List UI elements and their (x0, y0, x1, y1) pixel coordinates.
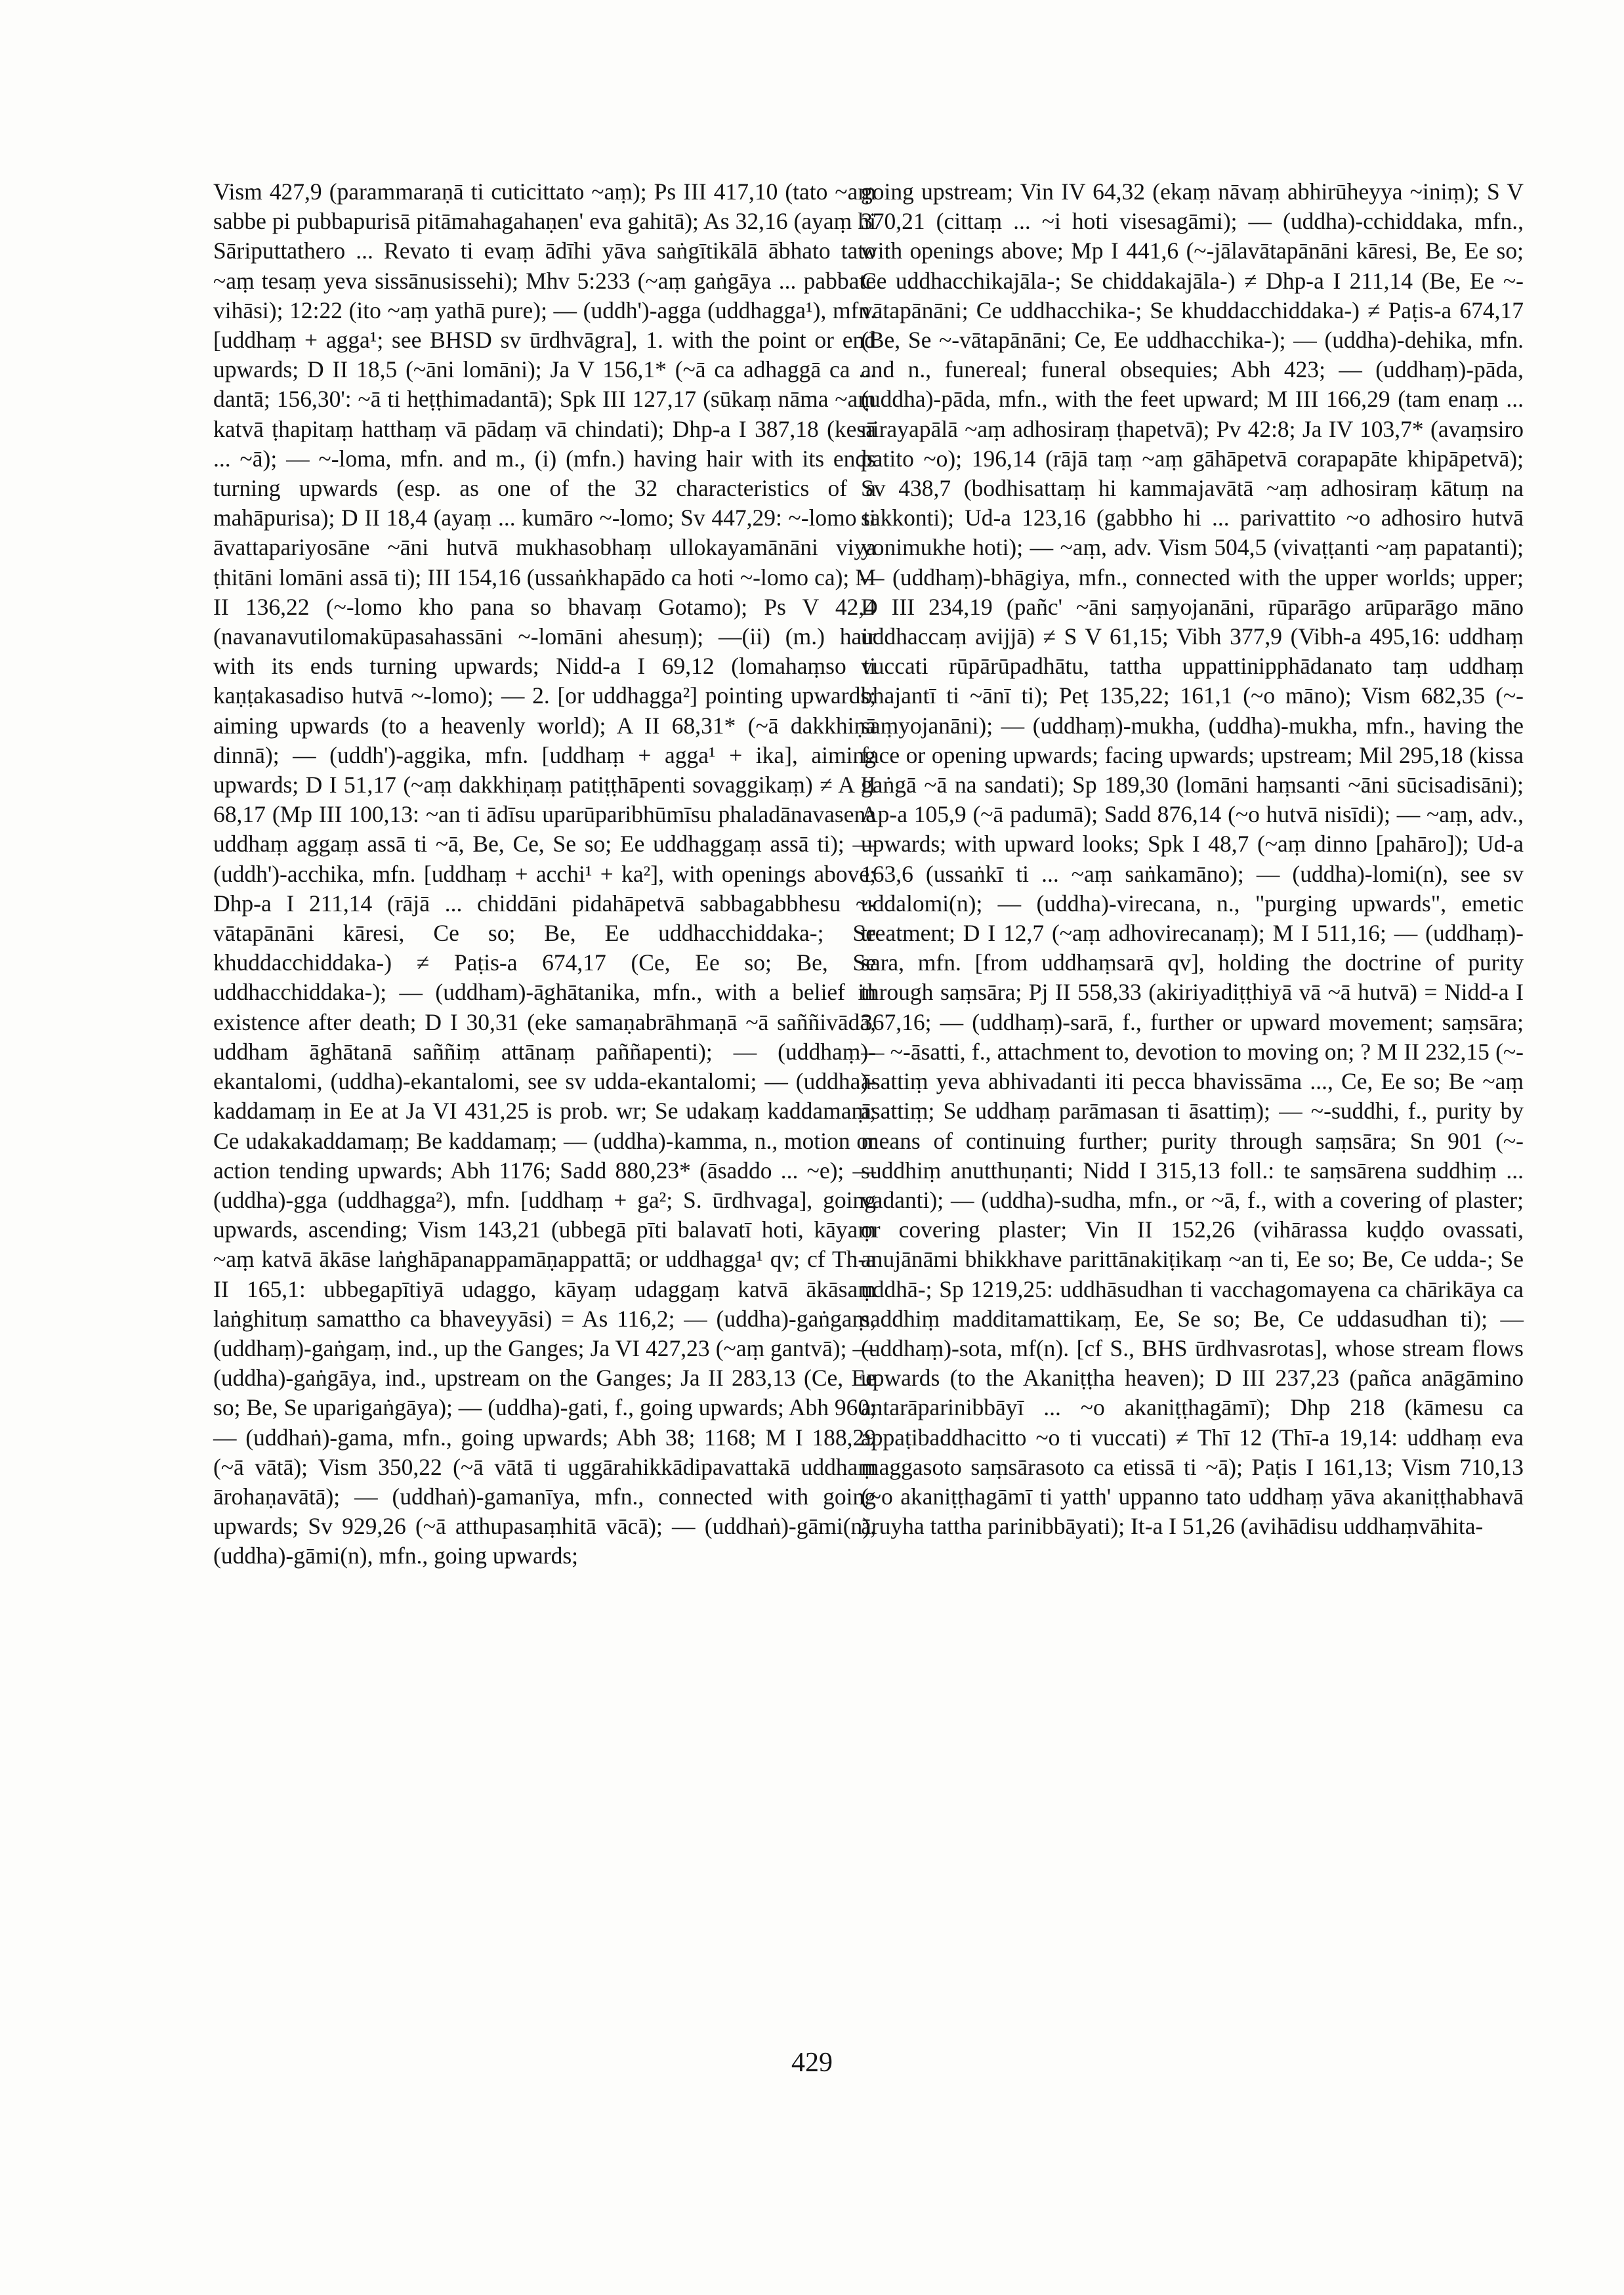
left-column-text: Vism 427,9 (parammaraṇā ti cuticittato ~aṃ); Ps III 417,10 (tato ~aṃ sabbe pi pubbapurisā pitāmahagahaṇen' eva gahitā); As 32,16 (ayaṃ hi Sāriputtathero ... Revato ti evaṃ ādīhi yāva saṅgītikālā ābhato tato ~aṃ tesaṃ yeva sissānusissehi); Mhv 5:233 (~aṃ gaṅgāya ... pabbate vihāsi); 12:22 (ito ~aṃ yathā pure); — (uddh')-agga (uddhagga¹), mfn. [uddhaṃ + agga¹; see BHSD sv ūrdhvāgra], 1. with the point or end upwards; D II 18,5 (~āni lomāni); Ja V 156,1* (~ā ca adhaggā ca ... dantā; 156,30': ~ā ti heṭṭhimadantā); Spk III 127,17 (sūkaṃ nāma ~aṃ katvā ṭhapitaṃ hatthaṃ vā pādaṃ vā chindati); Dhp-a I 387,18 (kesā ... ~ā); — ~-loma, mfn. and m., (i) (mfn.) having hair with its ends turning upwards (esp. as one of the 32 characteristics of a mahāpurisa); D II 18,4 (ayaṃ ... kumāro ~-lomo; Sv 447,29: ~-lomo ti āvattapariyosāne ~āni hutvā mukhasobhaṃ ullokayamānāni viya ṭhitāni lomāni assā ti); III 154,16 (ussaṅkhapādo ca hoti ~-lomo ca); M II 136,22 (~-lomo kho pana so bhavaṃ Gotamo); Ps V 42,4 (navanavutilomakūpasahassāni ~-lomāni ahesuṃ); —(ii) (m.) hair with its ends turning upwards; Nidd-a I 69,12 (lomahaṃso ti kaṇṭakasadiso hutvā ~-lomo); — 2. [or uddhagga²] pointing upwards; aiming upwards (to a heavenly world); A II 68,31* (~ā dakkhiṇā dinnā); — (uddh')-aggika, mfn. [uddhaṃ + agga¹ + ika], aiming upwards; D I 51,17 (~aṃ dakkhiṇaṃ patiṭṭhāpenti sovaggikaṃ) ≠ A II 68,17 (Mp III 100,13: ~an ti ādīsu uparūparibhūmīsu phaladānavasena uddhaṃ aggaṃ assā ti ~ā, Be, Ce, Se so; Ee uddhaggaṃ assā ti); — (uddh')-acchika, mfn. [uddhaṃ + acchi¹ + ka²], with openings above; Dhp-a I 211,14 (rājā ... chiddāni pidahāpetvā sabbagabbhesu ~-vātapānāni kāresi, Ce so; Be, Ee uddhacchiddaka-; Se khuddacchiddaka-) ≠ Paṭis-a 674,17 (Ce, Ee so; Be, Se uddhacchiddaka-); — (uddham)-āghātanika, mfn., with a belief in existence after death; D I 30,31 (eke samaṇabrāhmaṇā ~ā saññivādā, uddham āghātanā saññiṃ attānaṃ paññapenti); — (uddhaṃ)-ekantalomi, (uddha)-ekantalomi, see sv udda-ekantalomi; — (uddha)-kaddamaṃ in Ee at Ja VI 431,25 is prob. wr; Se udakaṃ kaddamaṃ; Ce udakakaddamaṃ; Be kaddamaṃ; — (uddha)-kamma, n., motion or action tending upwards; Abh 1176; Sadd 880,23* (āsaddo ... ~e); — (uddha)-gga (uddhagga²), mfn. [uddhaṃ + ga²; S. ūrdhvaga], going upwards, ascending; Vism 143,21 (ubbegā pīti balavatī hoti, kāyaṃ ~aṃ katvā ākāse laṅghāpanappamāṇappattā; or uddhagga¹ qv; cf Th-a II 165,1: ubbegapītiyā udaggo, kāyaṃ udaggaṃ katvā ākāsaṃ laṅghituṃ samattho ca bhaveyyāsi) = As 116,2; — (uddha)-gaṅgaṃ, (uddhaṃ)-gaṅgaṃ, ind., up the Ganges; Ja VI 427,23 (~aṃ gantvā); — (uddha)-gaṅgāya, ind., upstream on the Ganges; Ja II 283,13 (Ce, Ee so; Be, Se uparigaṅgāya); — (uddha)-gati, f., going upwards; Abh 960; — (uddhaṅ)-gama, mfn., going upwards; Abh 38; 1168; M I 188,29 (~ā vātā); Vism 350,22 (~ā vātā ti uggārahikkādipavattakā uddhaṃ ārohaṇavātā); — (uddhaṅ)-gamanīya, mfn., connected with going upwards; Sv 929,26 (~ā atthupasaṃhitā vācā); — (uddhaṅ)-gāmi(n), (uddha)-gāmi(n), mfn., going upwards; (213, 178, 876, 1569)
page-number: 429 (791, 2048, 833, 2078)
left-column (213, 177, 876, 2093)
right-column-text: going upstream; Vin IV 64,32 (ekaṃ nāvaṃ abhirūheyya ~iniṃ); S V 370,21 (cittaṃ ... ~i hoti visesagāmi); — (uddha)-cchiddaka, mfn., with openings above; Mp I 441,6 (~-jālavātapānāni kāresi, Be, Ee so; Ce uddhacchikajāla-; Se chiddakajāla-) ≠ Dhp-a I 211,14 (Be, Ee ~-vātapānāni; Ce uddhacchika-; Se khuddacchiddaka-) ≠ Paṭis-a 674,17 (Be, Se ~-vātapānāni; Ce, Ee uddhacchika-); — (uddha)-dehika, mfn. and n., funereal; funeral obsequies; Abh 423; — (uddhaṃ)-pāda, (uddha)-pāda, mfn., with the feet upward; M III 166,29 (tam enaṃ ... nirayapālā ~aṃ adhosiraṃ ṭhapetvā); Pv 42:8; Ja IV 103,7* (avaṃsiro patito ~o); 196,14 (rājā taṃ ~aṃ gāhāpetvā corapapāte khipāpetvā); Sv 438,7 (bodhisattaṃ hi kammajavātā ~aṃ adhosiraṃ kātuṃ na sakkonti); Ud-a 123,16 (gabbho hi ... parivattito ~o adhosiro hutvā yonimukhe hoti); — ~aṃ, adv. Vism 504,5 (vivaṭṭanti ~aṃ papatanti); — (uddhaṃ)-bhāgiya, mfn., connected with the upper worlds; upper; D III 234,19 (pañc' ~āni saṃyojanāni, rūparāgo arūparāgo māno uddhaccaṃ avijjā) ≠ S V 61,15; Vibh 377,9 (Vibh-a 495,16: uddhaṃ vuccati rūpārūpadhātu, tattha uppattinipphādanato taṃ uddhaṃ bhajantī ti ~ānī ti); Peṭ 135,22; 161,1 (~o māno); Vism 682,35 (~-saṃyojanāni); — (uddhaṃ)-mukha, (uddha)-mukha, mfn., having the face or opening upwards; facing upwards; upstream; Mil 295,18 (kissa gaṅgā ~ā na sandati); Sp 189,30 (lomāni haṃsanti ~āni sūcisadisāni); Ap-a 105,9 (~ā padumā); Sadd 876,14 (~o hutvā nisīdi); — ~aṃ, adv., upwards; with upward looks; Spk I 48,7 (~aṃ dinno [pahāro]); Ud-a 163,6 (ussaṅkī ti ... ~aṃ saṅkamāno); — (uddha)-lomi(n), see sv uddalomi(n); — (uddha)-virecana, n., "purging upwards", emetic treatment; D I 12,7 (~aṃ adhovirecanaṃ); M I 511,16; — (uddhaṃ)-sara, mfn. [from uddhaṃsarā qv], holding the doctrine of purity through saṃsāra; Pj II 558,33 (akiriyadiṭṭhiyā vā ~ā hutvā) = Nidd-a I 367,16; — (uddhaṃ)-sarā, f., further or upward movement; saṃsāra; — ~-āsatti, f., attachment to, devotion to moving on; ? M II 232,15 (~-āsattiṃ yeva abhivadanti iti pecca bhavissāma ..., Ce, Ee so; Be ~aṃ āsattiṃ; Se uddhaṃ parāmasan ti āsattiṃ); — ~-suddhi, f., purity by means of continuing further; purity through saṃsāra; Sn 901 (~-suddhiṃ anutthuṇanti; Nidd I 315,13 foll.: te saṃsārena suddhiṃ ... vadanti); — (uddha)-sudha, mfn., or ~ā, f., with a covering of plaster; or covering plaster; Vin II 152,26 (vihārassa kuḍḍo ovassati, anujānāmi bhikkhave parittānakiṭikaṃ ~an ti, Ee so; Be, Ce udda-; Se uddhā-; Sp 1219,25: uddhāsudhan ti vacchagomayena ca chārikāya ca saddhiṃ madditamattikaṃ, Ee, Se so; Be, Ce uddasudhan ti); — (uddhaṃ)-sota, mf(n). [cf S., BHS ūrdhvasrotas], whose stream flows upwards (to the Akaniṭṭha heaven); D III 237,23 (pañca anāgāmino antarāparinibbāyī ... ~o akaniṭṭhagāmī); Dhp 218 (kāmesu ca appaṭibaddhacitto ~o ti vuccati) ≠ Thī 12 (Thī-a 19,14: uddhaṃ eva maggasoto saṃsārasoto ca etissā ti ~ā); Paṭis I 161,13; Vism 710,13 (~o akaniṭṭhagāmī ti yatth' uppanno tato uddhaṃ yāva akaniṭṭhabhavā āruyha tattha parinibbāyati); It-a I 51,26 (avihādisu uddhaṃvāhita- (861, 178, 1524, 1540)
right-column (861, 177, 1524, 2093)
